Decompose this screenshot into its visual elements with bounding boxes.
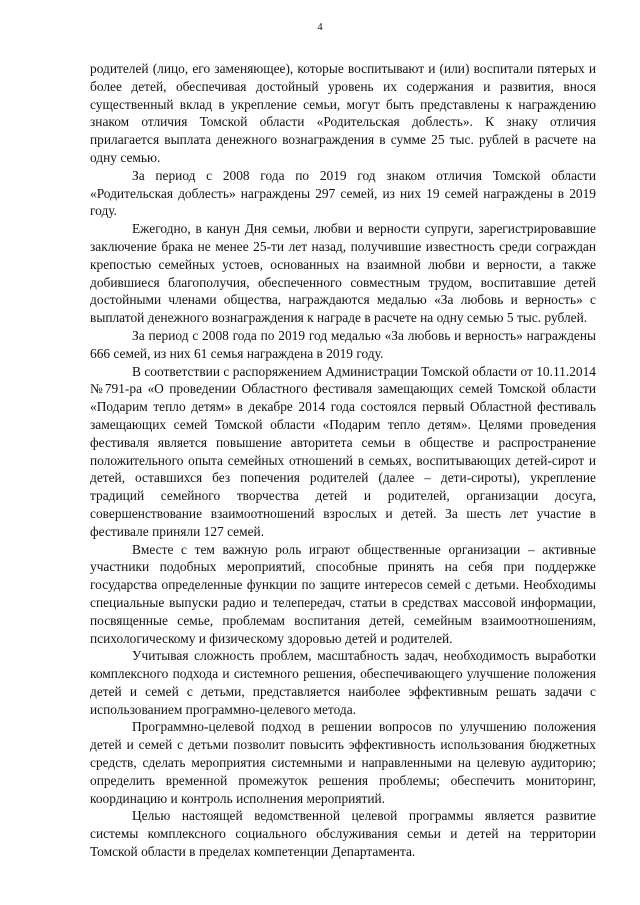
- paragraph-2: За период с 2008 года по 2019 год знаком отличия Томской области «Родительская доблесть» награждены 297 семей, из них 19 семей награждены в 2019 году.: [90, 167, 596, 219]
- document-body: [90, 60, 596, 861]
- paragraph-9: Целью настоящей ведомственной целевой программы является развитие системы комплексного социального обслуживания семьи и детей на территории Томской области в пределах компетенции Департамента.: [90, 808, 596, 860]
- paragraph-3: Ежегодно, в канун Дня семьи, любви и верности супруги, зарегистрировавшие заключение брака не менее 25-ти лет назад, получившие известность среди сограждан крепостью семейных устоев, основанных на взаимной любви и верности, а также добившиеся благополучия, обеспеченного совместным трудом, воспитавшие детей достойными членами общества, награждаются медалью «За любовь и верность» с выплатой денежного вознаграждения к награде в расчете на одну семью 5 тыс. рублей.: [90, 221, 596, 326]
- paragraph-6: Вместе с тем важную роль играют общественные организации – активные участники подобных мероприятий, способные принять на себя при поддержке государства определенные функции по защите интересов семей с детьми. Необходимы специальные выпуски радио и телепередач, статьи в средствах массовой информации, посвященные семье, проблемам воспитания детей, семейным взаимоотношениям, психологическому и физическому здоровью детей и родителей.: [90, 541, 596, 646]
- paragraph-4: За период с 2008 года по 2019 год медалью «За любовь и верность» награждены 666 семей, из них 61 семья награждена в 2019 году.: [90, 327, 596, 361]
- paragraph-8: Программно-целевой подход в решении вопросов по улучшению положения детей и семей с детьми позволит повысить эффективность использования бюджетных средств, сделать мероприятия системными и направленными на целевую аудиторию; определить временной промежуток решения проблемы; обеспечить мониторинг, координацию и контроль исполнения мероприятий.: [90, 719, 596, 806]
- paragraph-1: родителей (лицо, его заменяющее), которые воспитывают и (или) воспитали пятерых и более детей, обеспечивая достойный уровень их содержания и развития, внося существенный вклад в укрепление семьи, могут быть представлены к награждению знаком отличия Томской области «Родительская доблесть». К знаку отличия прилагается выплата денежного вознаграждения в сумме 25 тыс. рублей в расчете на одну семью.: [90, 61, 596, 165]
- paragraph-5: В соответствии с распоряжением Администрации Томской области от 10.11.2014 №791-ра «О проведении Областного фестиваля замещающих семей Томской области «Подарим тепло детям» в декабре 2014 года состоялся первый Областной фестиваль замещающих семей Томской области «Подарим тепло детям». Целями проведения фестиваля является повышение авторитета семьи в обществе и распространение положительного опыта семейных отношений в семьях, воспитывающих детей-сирот и детей, оставшихся без попечения родителей (далее – дети-сироты), укрепление традиций семейного творчества детей и родителей, организации досуга, совершенствование взаимоотношений взрослых и детей. За шесть лет участие в фестивале приняли 127 семей.: [90, 363, 596, 539]
- paragraph-7: Учитывая сложность проблем, масштабность задач, необходимость выработки комплексного подхода и системного решения, обеспечивающего улучшение положения детей и семей с детьми, представляется наиболее эффективным решать задачи с использованием программно-целевого метода.: [90, 648, 596, 717]
- page-number: 4: [317, 22, 323, 33]
